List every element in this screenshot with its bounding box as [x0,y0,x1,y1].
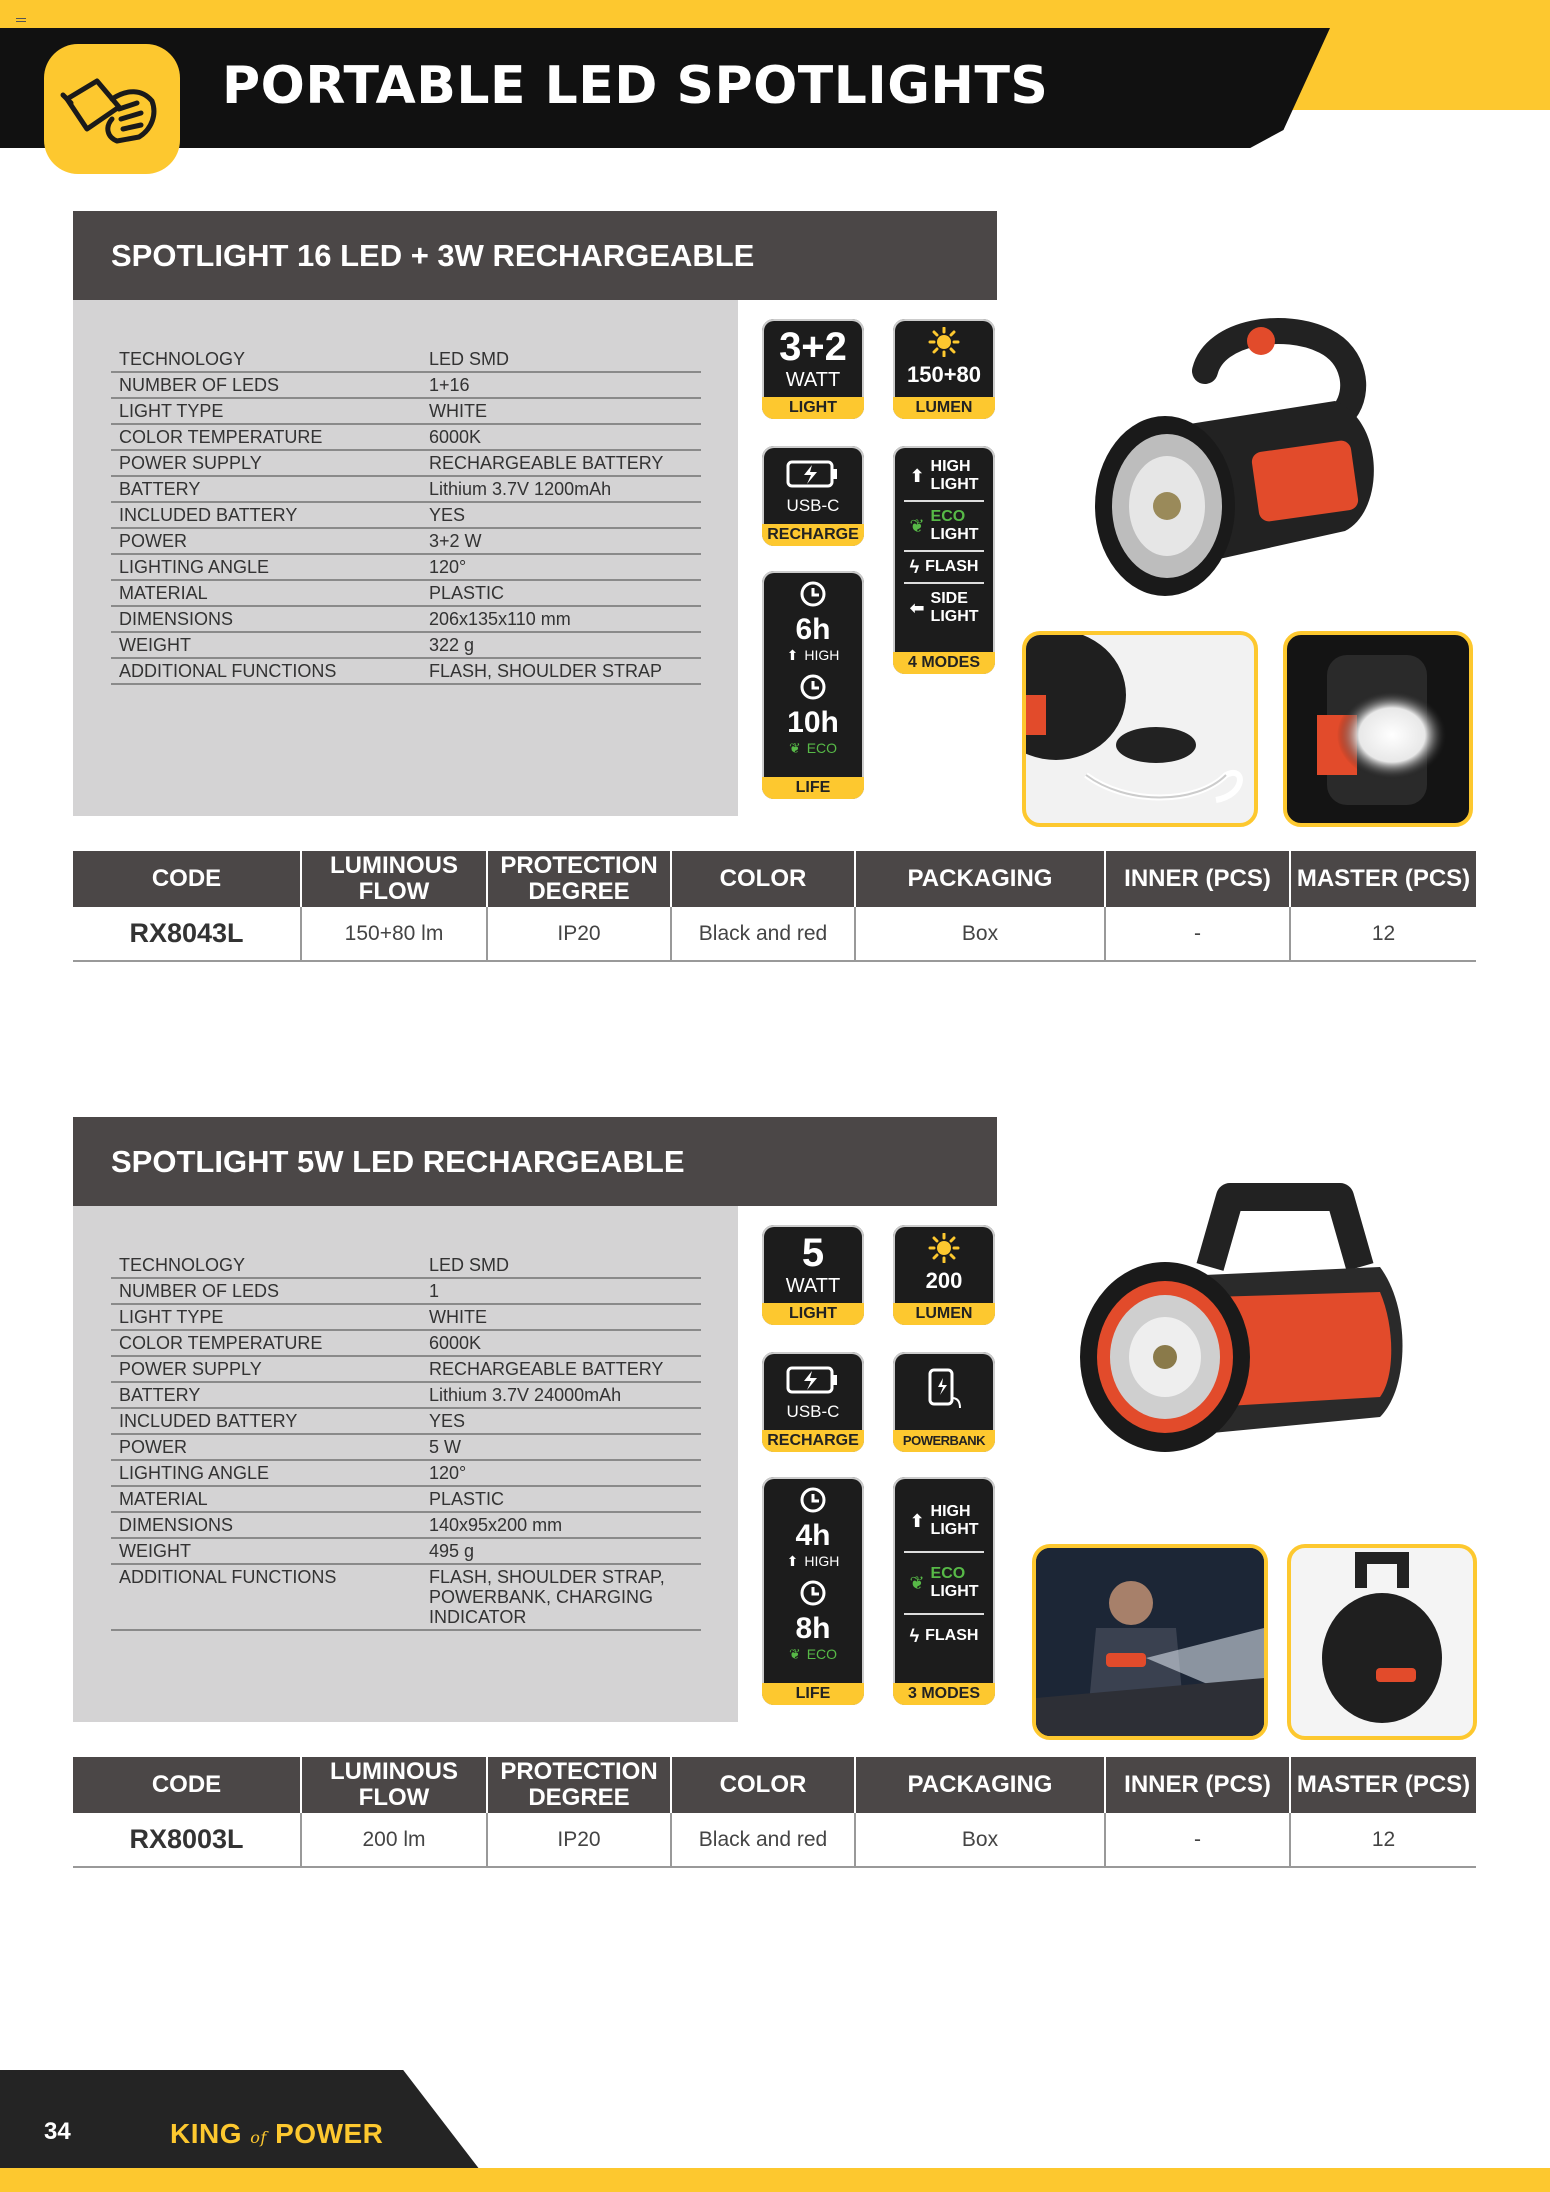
mode-item [893,1565,995,1601]
mode-label: HIGH [930,458,971,475]
spec-row [111,347,701,372]
spec-value: LED SMD [421,1253,701,1278]
spec-row [111,1356,701,1382]
spec-value: 495 g [421,1538,701,1564]
spec-value: PLASTIC [421,580,701,606]
arrow-up-icon: ⬆ [909,466,925,486]
column-header: CODE [73,851,301,907]
order-table [73,851,1476,962]
mode-divider [904,1613,984,1615]
spec-row [111,372,701,398]
life-label: LIFE [762,777,864,799]
timer-icon [762,672,864,707]
column-header: PACKAGING [855,851,1105,907]
column-header: PROTECTION DEGREE [487,851,671,907]
lumen-value: 200 [925,1268,963,1293]
mode-label: SIDE [930,590,968,607]
mode-item [893,1503,995,1539]
spec-value: 140x95x200 mm [421,1512,701,1538]
column-header: PACKAGING [855,1757,1105,1813]
column-header: LUMINOUS FLOW [301,851,487,907]
modes-badge [893,446,995,674]
life-eco-value: 8h [795,1612,831,1645]
flash-icon: ϟ [909,557,920,577]
leaf-icon: ❦ [909,1573,925,1593]
spec-value: 6000K [421,1330,701,1356]
spec-row [111,1564,701,1630]
spotlight-product-image [1060,1177,1430,1497]
spec-key: LIGHTING ANGLE [111,1460,421,1486]
column-header: INNER (PCS) [1105,851,1290,907]
lumen-badge [893,319,995,419]
column-header: PROTECTION DEGREE [487,1757,671,1813]
usb-label: USB-C [786,1402,840,1421]
watt-badge [762,319,864,419]
modes-list [893,1477,995,1645]
life-high-value: 4h [795,1519,831,1552]
spec-row [111,1512,701,1538]
table-cell: Box [855,907,1105,961]
mode-sublabel: LIGHT [930,608,979,625]
table-row [73,907,1476,961]
mode-sublabel: LIGHT [930,1583,979,1600]
timer-icon [762,1485,864,1520]
arrow-up-icon: ⬆ [786,647,799,663]
spec-value: LED SMD [421,347,701,372]
footer-yellow-band [0,2168,1550,2192]
mode-label: ECO [930,508,966,525]
mode-label: FLASH [925,1627,979,1644]
brand-of: of [250,2128,267,2147]
sun-icon [893,1233,995,1268]
table-cell: 200 lm [301,1813,487,1867]
spec-row [111,450,701,476]
product-title: SPOTLIGHT 5W LED RECHARGEABLE [73,1117,997,1206]
spec-value: YES [421,502,701,528]
column-header: CODE [73,1757,301,1813]
sun-icon [893,327,995,362]
timer-icon [762,1578,864,1613]
modes-label: 4 MODES [893,652,995,674]
spec-row [111,1538,701,1564]
life-badge [762,571,864,799]
product-title: SPOTLIGHT 16 LED + 3W RECHARGEABLE [73,211,997,300]
spec-row [111,554,701,580]
spec-key: NUMBER OF LEDS [111,1278,421,1304]
watt-value: 3+2 [779,325,847,369]
column-header: COLOR [671,851,855,907]
accessories-image [1022,631,1258,827]
modes-list [893,446,995,626]
spec-key: DIMENSIONS [111,1512,421,1538]
spec-value: FLASH, SHOULDER STRAP, POWERBANK, CHARGING INDICATOR [421,1564,701,1630]
mode-sublabel: LIGHT [930,476,979,493]
watt-unit: WATT [785,369,841,391]
table-cell: Box [855,1813,1105,1867]
life-label: LIFE [762,1683,864,1705]
spec-panel [73,300,738,816]
modes-badge [893,1477,995,1705]
spec-value: 1 [421,1278,701,1304]
spec-row [111,1253,701,1278]
spec-value: RECHARGEABLE BATTERY [421,1356,701,1382]
mode-divider [904,500,984,502]
order-table [73,1757,1476,1868]
spec-row [111,398,701,424]
mode-item [893,590,995,626]
life-eco-label: ECO [806,740,838,756]
spec-row [111,502,701,528]
side-light-image [1283,631,1473,827]
leaf-icon: ❦ [909,516,925,536]
arrow-up-icon: ⬆ [909,1511,925,1531]
spec-row [111,1434,701,1460]
spec-value: 3+2 W [421,528,701,554]
mode-divider [904,1551,984,1553]
corner-mark [16,18,26,22]
timer-icon [762,579,864,614]
spec-key: WEIGHT [111,632,421,658]
watt-label: LIGHT [762,397,864,419]
hand-spotlight-icon [44,44,180,174]
modes-label: 3 MODES [893,1683,995,1705]
spec-row [111,632,701,658]
spec-key: NUMBER OF LEDS [111,372,421,398]
table-cell: Black and red [671,1813,855,1867]
battery-charge-icon [762,1364,864,1401]
spec-value: PLASTIC [421,1486,701,1512]
watt-value: 5 [801,1231,825,1275]
mode-label: FLASH [925,558,979,575]
spotlight-product-image [1085,311,1405,621]
table-cell: - [1105,1813,1290,1867]
spec-row [111,580,701,606]
mode-divider [904,550,984,552]
powerbank-label: POWERBANK [893,1430,995,1452]
spec-row [111,606,701,632]
table-cell: 12 [1290,1813,1476,1867]
spec-key: BATTERY [111,1382,421,1408]
column-header: MASTER (PCS) [1290,1757,1476,1813]
spec-value: YES [421,1408,701,1434]
spec-key: DIMENSIONS [111,606,421,632]
spec-key: MATERIAL [111,580,421,606]
mode-item [893,458,995,494]
table-cell: Black and red [671,907,855,961]
spec-table [111,1253,701,1631]
lumen-label: LUMEN [893,397,995,419]
spec-key: LIGHT TYPE [111,398,421,424]
recharge-label: RECHARGE [762,524,864,546]
spec-value: 322 g [421,632,701,658]
mode-item [893,508,995,544]
product-code: RX8043L [73,907,301,961]
lumen-value: 150+80 [906,362,982,387]
mode-sublabel: LIGHT [930,1521,979,1538]
table-row [73,1813,1476,1867]
leaf-icon: ❦ [788,1646,801,1662]
spec-row [111,1460,701,1486]
life-eco-value: 10h [787,706,839,739]
spec-key: ADDITIONAL FUNCTIONS [111,658,421,684]
spec-value: Lithium 3.7V 1200mAh [421,476,701,502]
spec-key: POWER [111,1434,421,1460]
spec-row [111,476,701,502]
mode-divider [904,582,984,584]
battery-charge-icon [762,458,864,495]
recharge-label: RECHARGE [762,1430,864,1452]
spec-table [111,347,701,685]
spec-key: POWER [111,528,421,554]
mode-sublabel: LIGHT [930,526,979,543]
usb-badge [762,1352,864,1452]
spec-value: 5 W [421,1434,701,1460]
spec-key: BATTERY [111,476,421,502]
usage-photo [1032,1544,1268,1740]
page-title: PORTABLE LED SPOTLIGHTS [222,56,1049,116]
spec-key: TECHNOLOGY [111,1253,421,1278]
leaf-icon: ❦ [788,740,801,756]
mode-label: ECO [930,1565,966,1582]
spec-key: MATERIAL [111,1486,421,1512]
spec-value: 206x135x110 mm [421,606,701,632]
spec-value: RECHARGEABLE BATTERY [421,450,701,476]
spec-row [111,1278,701,1304]
spec-value: 120° [421,554,701,580]
watt-badge [762,1225,864,1325]
spec-value: 1+16 [421,372,701,398]
page-number: 34 [44,2118,71,2145]
spec-value: WHITE [421,398,701,424]
brand-part1: KING [170,2118,242,2149]
spec-key: LIGHT TYPE [111,1304,421,1330]
table-cell: 12 [1290,907,1476,961]
mode-item [893,1627,995,1645]
table-cell: IP20 [487,1813,671,1867]
spec-key: COLOR TEMPERATURE [111,1330,421,1356]
column-header: MASTER (PCS) [1290,851,1476,907]
spec-key: COLOR TEMPERATURE [111,424,421,450]
usb-badge [762,446,864,546]
spec-row [111,658,701,684]
spec-row [111,1486,701,1512]
column-header: LUMINOUS FLOW [301,1757,487,1813]
lumen-label: LUMEN [893,1303,995,1325]
spec-key: INCLUDED BATTERY [111,502,421,528]
flash-icon: ϟ [909,1626,920,1646]
spec-panel [73,1206,738,1722]
arrow-left-icon: ⬅ [909,598,925,618]
spec-key: TECHNOLOGY [111,347,421,372]
life-high-value: 6h [795,613,831,646]
column-header: INNER (PCS) [1105,1757,1290,1813]
spec-row [111,528,701,554]
life-high-label: HIGH [804,1553,840,1569]
usb-label: USB-C [786,496,840,515]
spec-key: POWER SUPPLY [111,1356,421,1382]
life-badge [762,1477,864,1705]
column-header: COLOR [671,1757,855,1813]
powerbank-badge [893,1352,995,1452]
table-cell: 150+80 lm [301,907,487,961]
spec-value: Lithium 3.7V 24000mAh [421,1382,701,1408]
table-cell: IP20 [487,907,671,961]
mode-item [893,558,995,576]
spec-key: LIGHTING ANGLE [111,554,421,580]
spec-value: 6000K [421,424,701,450]
spec-row [111,1330,701,1356]
lumen-badge [893,1225,995,1325]
spec-row [111,1408,701,1434]
watt-label: LIGHT [762,1303,864,1325]
spec-row [111,424,701,450]
brand-logo [170,2118,383,2150]
product-code: RX8003L [73,1813,301,1867]
spec-key: INCLUDED BATTERY [111,1408,421,1434]
life-eco-label: ECO [806,1646,838,1662]
back-view-image [1287,1544,1477,1740]
brand-part2: POWER [275,2118,384,2149]
arrow-up-icon: ⬆ [786,1553,799,1569]
spec-value: FLASH, SHOULDER STRAP [421,658,701,684]
spec-key: ADDITIONAL FUNCTIONS [111,1564,421,1630]
spec-value: 120° [421,1460,701,1486]
powerbank-icon [893,1366,995,1415]
spec-value: WHITE [421,1304,701,1330]
spec-key: POWER SUPPLY [111,450,421,476]
watt-unit: WATT [785,1275,841,1297]
spec-row [111,1304,701,1330]
table-cell: - [1105,907,1290,961]
life-high-label: HIGH [804,647,840,663]
spec-key: WEIGHT [111,1538,421,1564]
mode-label: HIGH [930,1503,971,1520]
spec-row [111,1382,701,1408]
